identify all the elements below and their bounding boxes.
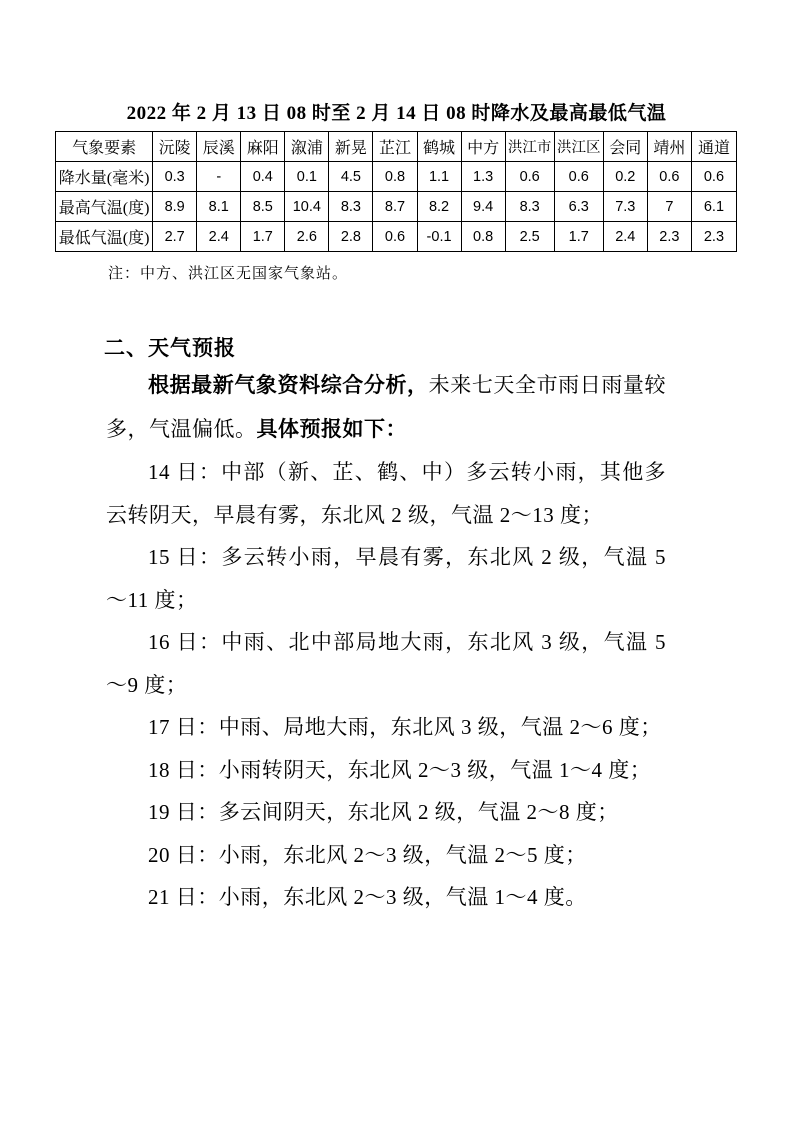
table-cell: 2.6 (285, 222, 329, 252)
table-row-max-temp (56, 192, 737, 222)
intro-bold-tail: 具体预报如下： (256, 417, 407, 441)
table-cell: 2.7 (153, 222, 197, 252)
table-cell: 4.5 (329, 162, 373, 192)
table-cell: 1.1 (417, 162, 461, 192)
table-cell: 7 (647, 192, 691, 222)
table-cell: 8.1 (197, 192, 241, 222)
table-header-cell: 麻阳 (241, 132, 285, 162)
table-cell: 8.3 (505, 192, 554, 222)
forecast-paragraph-day21: 21 日：小雨，东北风 2～3 级，气温 1～4 度。 (148, 885, 587, 909)
table-header-cell: 鹤城 (417, 132, 461, 162)
table-header-cell: 沅陵 (153, 132, 197, 162)
intro-bold-lead: 根据最新气象资料综合分析， (148, 374, 429, 397)
table-cell: 2.8 (329, 222, 373, 252)
table-header-cell: 芷江 (373, 132, 417, 162)
table-cell: 2.4 (197, 222, 241, 252)
table-cell: 0.4 (241, 162, 285, 192)
forecast-paragraph-day17: 17 日：中雨、局地大雨，东北风 3 级，气温 2～6 度； (148, 715, 662, 739)
row-label: 最低气温(度) (56, 222, 153, 252)
table-note: 注：中方、洪江区无国家气象站。 (108, 266, 349, 282)
table-cell: 0.1 (285, 162, 329, 192)
table-header-cell: 辰溪 (197, 132, 241, 162)
forecast-paragraph-day19: 19 日：多云间阴天，东北风 2 级，气温 2～8 度； (148, 800, 619, 824)
table-row-min-temp (56, 222, 737, 252)
table-cell: 2.3 (691, 222, 736, 252)
row-label: 最高气温(度) (56, 192, 153, 222)
section-heading: 二、天气预报 (104, 337, 236, 360)
table-cell: 8.3 (329, 192, 373, 222)
intro-paragraph (106, 364, 666, 451)
row-label: 降水量(毫米) (56, 162, 153, 192)
weather-table (55, 131, 737, 252)
table-cell: - (197, 162, 241, 192)
table-cell: 6.1 (691, 192, 736, 222)
table-cell: 0.3 (153, 162, 197, 192)
table-cell: 0.6 (691, 162, 736, 192)
table-cell: 1.7 (554, 222, 603, 252)
table-header-cell: 气象要素 (56, 132, 153, 162)
forecast-paragraph-day14: 14 日：中部（新、芷、鹤、中）多云转小雨，其他多云转阴天，早晨有雾，东北风 2 级，气温 2～13 度； (106, 460, 666, 527)
table-cell: 0.6 (647, 162, 691, 192)
table-cell: 2.3 (647, 222, 691, 252)
table-cell: 8.5 (241, 192, 285, 222)
table-cell: 7.3 (603, 192, 647, 222)
forecast-body (106, 364, 666, 919)
table-cell: 8.2 (417, 192, 461, 222)
table-header-cell: 会同 (603, 132, 647, 162)
table-cell: 1.3 (461, 162, 505, 192)
table-cell: 0.6 (505, 162, 554, 192)
table-cell: 0.6 (554, 162, 603, 192)
table-cell: 0.2 (603, 162, 647, 192)
table-cell: 8.9 (153, 192, 197, 222)
table-cell: 8.7 (373, 192, 417, 222)
table-header-cell: 新晃 (329, 132, 373, 162)
table-cell: 1.7 (241, 222, 285, 252)
forecast-paragraph-day20: 20 日：小雨，东北风 2～3 级，气温 2～5 度； (148, 842, 587, 867)
intro-regular: 未来七天全市雨日雨量较多，气温偏低。 (106, 373, 667, 441)
table-cell: 9.4 (461, 192, 505, 222)
table-cell: 2.4 (603, 222, 647, 252)
table-header-cell: 靖州 (647, 132, 691, 162)
table-header-row (56, 132, 737, 162)
forecast-paragraph-day18: 18 日：小雨转阴天，东北风 2～3 级，气温 1～4 度； (148, 757, 652, 782)
table-header-cell: 中方 (461, 132, 505, 162)
table-header-cell: 溆浦 (285, 132, 329, 162)
forecast-paragraph-day15: 15 日：多云转小雨，早晨有雾，东北风 2 级，气温 5～11 度； (106, 545, 666, 612)
table-cell: -0.1 (417, 222, 461, 252)
document-title: 2022 年 2 月 13 日 08 时至 2 月 14 日 08 时降水及最高最低气温 (126, 103, 667, 124)
table-cell: 10.4 (285, 192, 329, 222)
forecast-paragraph-day16: 16 日：中雨、北中部局地大雨，东北风 3 级，气温 5～9 度； (106, 630, 666, 697)
table-header-cell: 洪江市 (505, 132, 554, 162)
table-cell: 6.3 (554, 192, 603, 222)
table-cell: 0.6 (373, 222, 417, 252)
table-header-cell: 通道 (691, 132, 736, 162)
table-cell: 0.8 (461, 222, 505, 252)
table-cell: 2.5 (505, 222, 554, 252)
table-header-cell: 洪江区 (554, 132, 603, 162)
table-cell: 0.8 (373, 162, 417, 192)
table-row-precipitation (56, 162, 737, 192)
